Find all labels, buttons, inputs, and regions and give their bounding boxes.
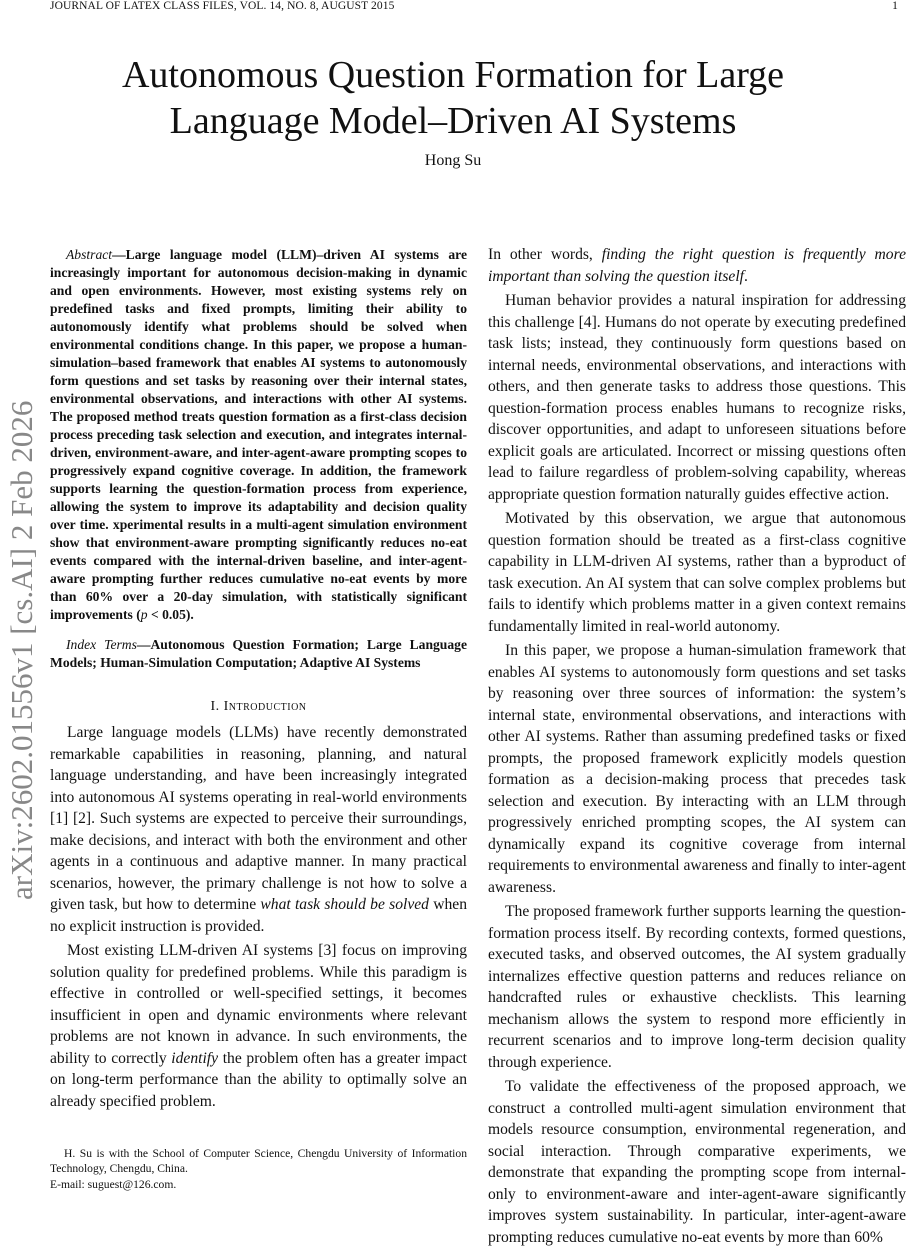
index-terms-text: —Autonomous Question Formation; Large Language Models; Human-Simulation Computation; Adaptive AI Systems xyxy=(50,637,467,670)
running-header xyxy=(50,0,898,12)
paragraph: Human behavior provides a natural inspiration for addressing this challenge [4]. Humans do not operate by executing predefined task lists; instead, they continuously form questions based on internal needs, environmental observations, and interactions with others, and then generate tasks to address those questions. This question-formation process enables humans to recognize risks, discover opportunities, and adapt to unforeseen situations before explicit goals are articulated. Incorrect or missing questions often lead to failure regardless of problem-solving capability, whereas appropriate question formation naturally guides effective action. xyxy=(488,292,906,503)
intro-left-column xyxy=(50,722,467,1115)
abstract-tail: < 0.05). xyxy=(147,607,194,622)
paragraph: In this paper, we propose a human-simulation framework that enables AI systems to autonomously form questions and set tasks by reasoning over three sources of information: the system’s internal state, environmental observations, and interactions with other AI systems. Rather than assuming predefined tasks or fixed prompts, the proposed framework explicitly models question formation as a decision-making process that precedes task selection and execution. By interacting with an LLM through progressively enriched prompting scopes, the AI system can dynamically expand its cognitive coverage from internal requirements to environmental awareness and finally to inter-agent awareness. xyxy=(488,642,906,896)
title-line-2: Language Model–Driven AI Systems xyxy=(169,100,737,142)
right-column xyxy=(488,244,906,1251)
section-title: Introduction xyxy=(223,699,307,714)
section-number: I. xyxy=(210,699,220,714)
footnote xyxy=(50,1138,467,1193)
emphasis: identify xyxy=(171,1049,219,1067)
journal-header: JOURNAL OF LATEX CLASS FILES, VOL. 14, NO. 8, AUGUST 2015 xyxy=(50,0,395,12)
paragraph xyxy=(50,722,467,937)
paragraph: Motivated by this observation, we argue that autonomous question formation should be treated as a first-class cognitive capability in LLM-driven AI systems, rather than a byproduct of task execution. An AI system that can solve complex problems but fails to identify which problems matter in a given context remains fundamentally limited in real-world autonomy. xyxy=(488,510,906,635)
paragraph: The proposed framework further supports learning the question-formation process itself. By recording contexts, formed questions, executed tasks, and observed outcomes, the AI system gradually internalizes effective question patterns and reduces reliance on handcrafted rules or exhaustive checklists. This learning mechanism allows the system to respond more efficiently in recurrent scenarios and to improve long-term decision quality through experience. xyxy=(488,903,906,1071)
footnote-affiliation: H. Su is with the School of Computer Science, Chengdu University of Information Technology, Chengdu, China. xyxy=(50,1146,467,1175)
abstract-text: —Large language model (LLM)–driven AI systems are increasingly important for autonomous decision-making in dynamic and open environments. However, most existing systems rely on predefined tasks and fixed prompts, limiting their ability to autonomously identify what problems should be solved when environmental conditions change. In this paper, we propose a human-simulation–based framework that enables AI systems to autonomously form questions and set tasks by reasoning over their internal states, environmental observations, and interactions with other AI systems. The proposed method treats question formation as a first-class decision process preceding task selection and execution, and integrates internal-driven, environment-aware, and inter-agent-aware prompting scopes to progressively expand cognitive coverage. In addition, the framework supports learning the question-formation process from experience, allowing the system to improve its adaptability and decision quality over time. xperimental results in a multi-agent simulation environment show that environment-aware prompting significantly reduces no-eat events compared with the internal-driven baseline, and inter-agent-aware prompting further reduces cumulative no-eat events by more than 60% over a 20-day simulation, with statistically significant improvements ( xyxy=(50,247,467,622)
title-line-1: Autonomous Question Formation for Large xyxy=(121,54,785,96)
page-number: 1 xyxy=(892,0,898,12)
text: the problem often has a greater impact on long-term performance than the ability to optimally solve an already specified problem. xyxy=(50,1049,467,1110)
footnote-email: E-mail: suguest@126.com. xyxy=(50,1177,177,1191)
left-column xyxy=(50,246,467,1192)
paragraph xyxy=(488,244,906,287)
text: Most existing LLM-driven AI systems [3] focus on improving solution quality for predefined problems. While this paradigm is effective in controlled or well-specified settings, it becomes insufficient in open and dynamic environments where relevant problems are not known in advance. In such environments, the ability to correctly xyxy=(50,942,467,1067)
abstract xyxy=(50,246,467,624)
paragraph xyxy=(50,940,467,1112)
section-heading xyxy=(50,698,467,716)
emphasis: finding the right question is frequently more important than solving the question itself xyxy=(488,246,906,285)
arxiv-identifier: arXiv:2602.01556v1 [cs.AI] 2 Feb 2026 xyxy=(4,400,39,900)
index-terms-label: Index Terms xyxy=(66,637,137,652)
p-symbol: p xyxy=(140,607,148,622)
author: Hong Su xyxy=(424,152,482,169)
paper-title xyxy=(0,52,906,144)
index-terms xyxy=(50,636,467,672)
text: . xyxy=(744,267,748,285)
text: Large language models (LLMs) have recently demonstrated remarkable capabilities in reasoning, planning, and natural language understanding, and have been increasingly integrated into autonomous AI systems operating in real-world environments [1] [2]. Such systems are expected to perceive their surroundings, make decisions, and interact with both the environment and other agents in a continuous and adaptive manner. In many practical scenarios, however, the primary challenge is not how to solve a given task, but how to determine xyxy=(50,724,467,913)
abstract-label: Abstract xyxy=(66,247,113,262)
paragraph: To validate the effectiveness of the proposed approach, we construct a controlled multi-agent simulation environment that models resource consumption, environmental regeneration, and social interaction. Through comparative experiments, we demonstrate that expanding the prompting scope from internal-only to environment-aware and inter-agent-aware significantly improves system sustainability. In particular, inter-agent-aware prompting reduces cumulative no-eat events by more than 60% xyxy=(488,1078,906,1246)
text: when no explicit instruction is provided. xyxy=(50,896,467,935)
emphasis: what task should be solved xyxy=(260,896,429,913)
text: In other words, xyxy=(488,246,602,263)
